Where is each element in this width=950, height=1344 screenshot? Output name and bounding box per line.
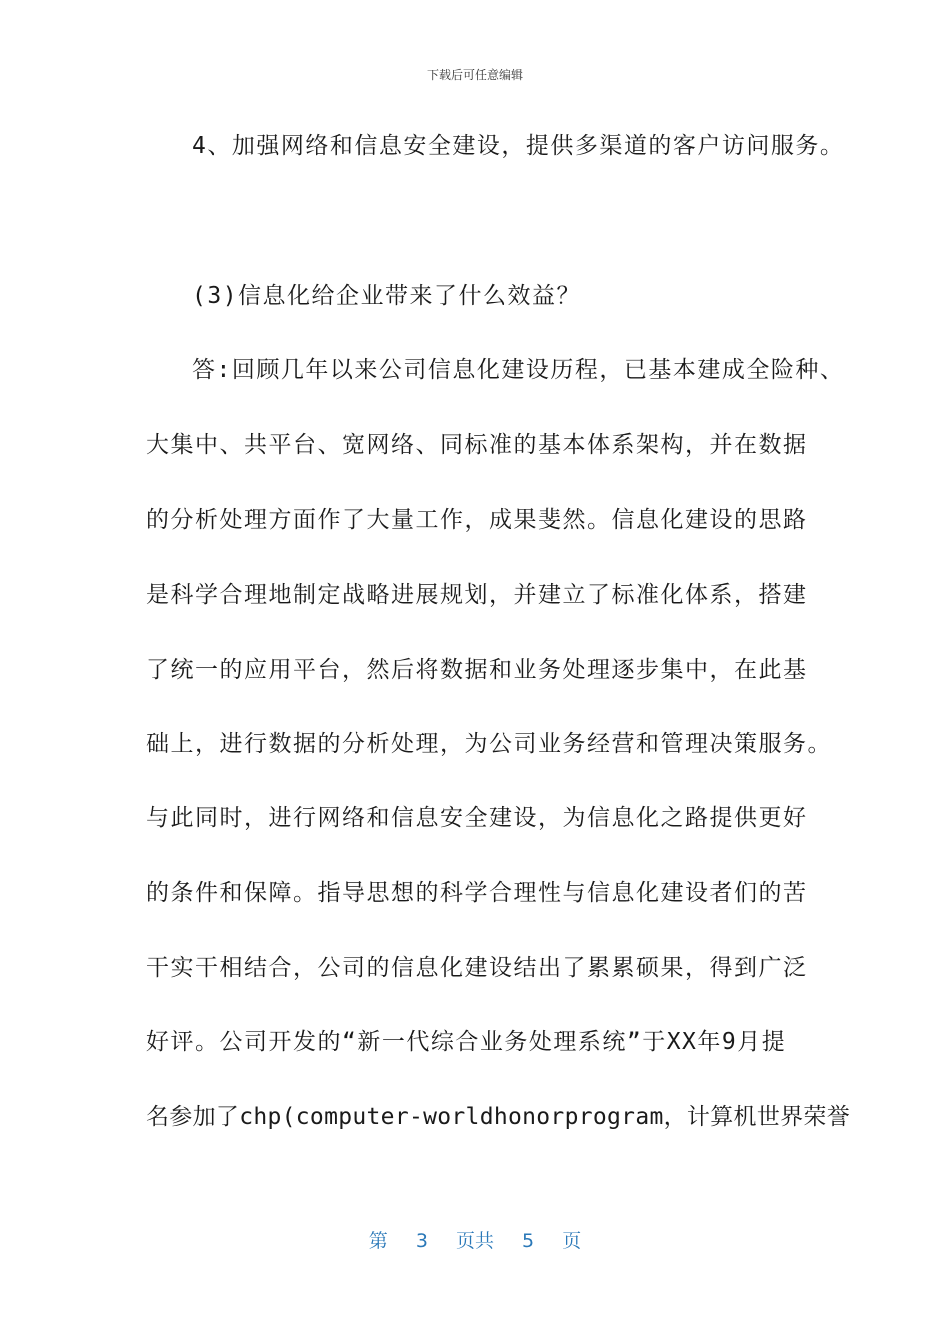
paragraph-line-1: 4、加强网络和信息安全建设，提供多渠道的客户访问服务。 (192, 133, 845, 159)
header-note: 下载后可任意编辑 (426, 68, 523, 82)
paragraph-line-8: 础上，进行数据的分析处理，为公司业务经营和管理决策服务。 (146, 731, 832, 757)
paragraph-line-4: 大集中、共平台、宽网络、同标准的基本体系架构，并在数据 (146, 432, 808, 458)
question-heading: (3)信息化给企业带来了什么效益？ (192, 283, 582, 309)
page-label-suffix: 页 (562, 1230, 582, 1252)
paragraph-line-7: 了统一的应用平台，然后将数据和业务处理逐步集中，在此基 (146, 657, 808, 683)
paragraph-line-12: 好评。公司开发的“新一代综合业务处理系统”于XX年9月提 (146, 1029, 787, 1055)
paragraph-line-13: 名参加了chp(computer-worldhonorprogram，计算机世界荣誉 (146, 1104, 851, 1130)
paragraph-line-6: 是科学合理地制定战略进展规划，并建立了标准化体系，搭建 (146, 582, 808, 608)
paragraph-line-9: 与此同时，进行网络和信息安全建设，为信息化之路提供更好 (146, 805, 808, 831)
paragraph-line-3: 答:回顾几年以来公司信息化建设历程，已基本建成全险种、 (192, 357, 845, 383)
page-label-mid: 页共 (455, 1230, 494, 1252)
paragraph-line-11: 干实干相结合，公司的信息化建设结出了累累硕果，得到广泛 (146, 955, 808, 981)
paragraph-line-10: 的条件和保障。指导思想的科学合理性与信息化建设者们的苦 (146, 880, 808, 906)
paragraph-line-5: 的分析处理方面作了大量工作，成果斐然。信息化建设的思路 (146, 507, 808, 533)
page-footer (0, 1226, 950, 1253)
total-pages-number: 5 (522, 1230, 535, 1252)
current-page-number: 3 (415, 1230, 428, 1252)
page-label-prefix: 第 (368, 1230, 388, 1252)
